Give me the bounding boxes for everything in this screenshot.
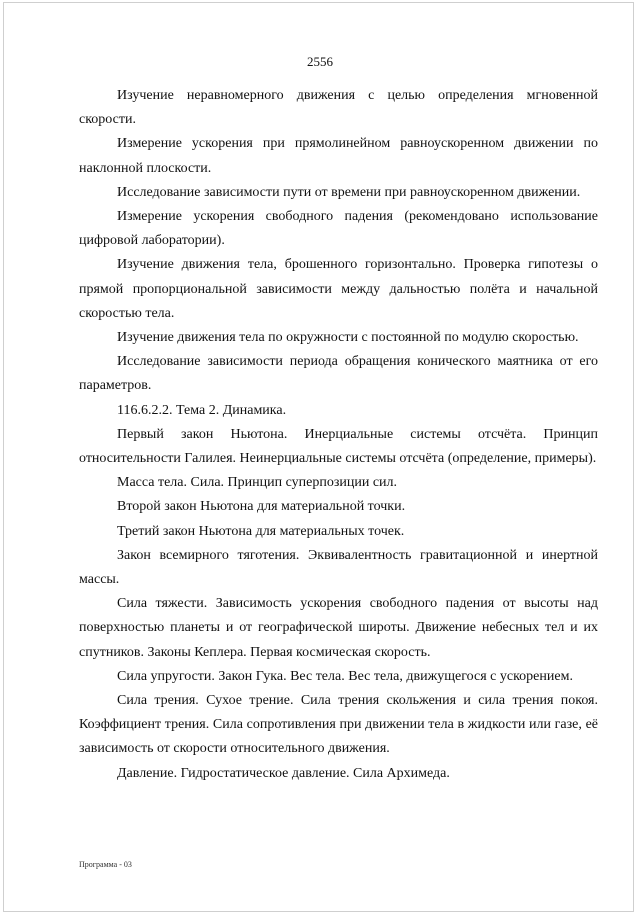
paragraph: Сила тяжести. Зависимость ускорения свободного падения от высоты над поверхностью планеты и от географической широты. Движение небесных тел и их спутников. Законы Кеплера. Первая космическая скорость. xyxy=(79,596,598,660)
paragraph: Измерение ускорения свободного падения (рекомендовано использование цифровой лаборатории). xyxy=(79,209,598,249)
paragraph: Изучение движения тела по окружности с постоянной по модулю скоростью. xyxy=(117,330,579,346)
paragraph: Измерение ускорения при прямолинейном равноускоренном движении по наклонной плоскости. xyxy=(79,136,598,176)
section-heading: 116.6.2.2. Тема 2. Динамика. xyxy=(117,402,287,418)
document-body xyxy=(79,84,598,786)
paragraph: Изучение движения тела, брошенного горизонтально. Проверка гипотезы о прямой пропорциональной зависимости между дальностью полёта и начальной скоростью тела. xyxy=(79,257,598,321)
paragraph: Третий закон Ньютона для материальных точек. xyxy=(117,523,405,539)
paragraph: Первый закон Ньютона. Инерциальные системы отсчёта. Принцип относительности Галилея. Неинерциальные системы отсчёта (определение, примеры). xyxy=(79,426,598,467)
paragraph: Давление. Гидростатическое давление. Сила Архимеда. xyxy=(117,765,450,781)
paragraph: Сила трения. Сухое трение. Сила трения скольжения и сила трения покоя. Коэффициент трения. Сила сопротивления при движении тела в жидкости или газе, её зависимость от скорости относительного движения. xyxy=(79,693,598,757)
paragraph: Сила упругости. Закон Гука. Вес тела. Вес тела, движущегося с ускорением. xyxy=(117,668,573,684)
paragraph: Исследование зависимости пути от времени при равноускоренном движении. xyxy=(117,184,581,200)
paragraph: Изучение неравномерного движения с целью определения мгновенной скорости. xyxy=(79,88,598,128)
paragraph: Масса тела. Сила. Принцип суперпозиции сил. xyxy=(117,475,398,491)
paragraph: Второй закон Ньютона для материальной точки. xyxy=(117,499,406,515)
paragraph: Исследование зависимости периода обращения конического маятника от его параметров. xyxy=(79,354,598,394)
page-number: 2556 xyxy=(307,54,333,69)
paragraph: Закон всемирного тяготения. Эквивалентность гравитационной и инертной массы. xyxy=(79,547,598,588)
footer-label: Программа - 03 xyxy=(79,860,132,869)
